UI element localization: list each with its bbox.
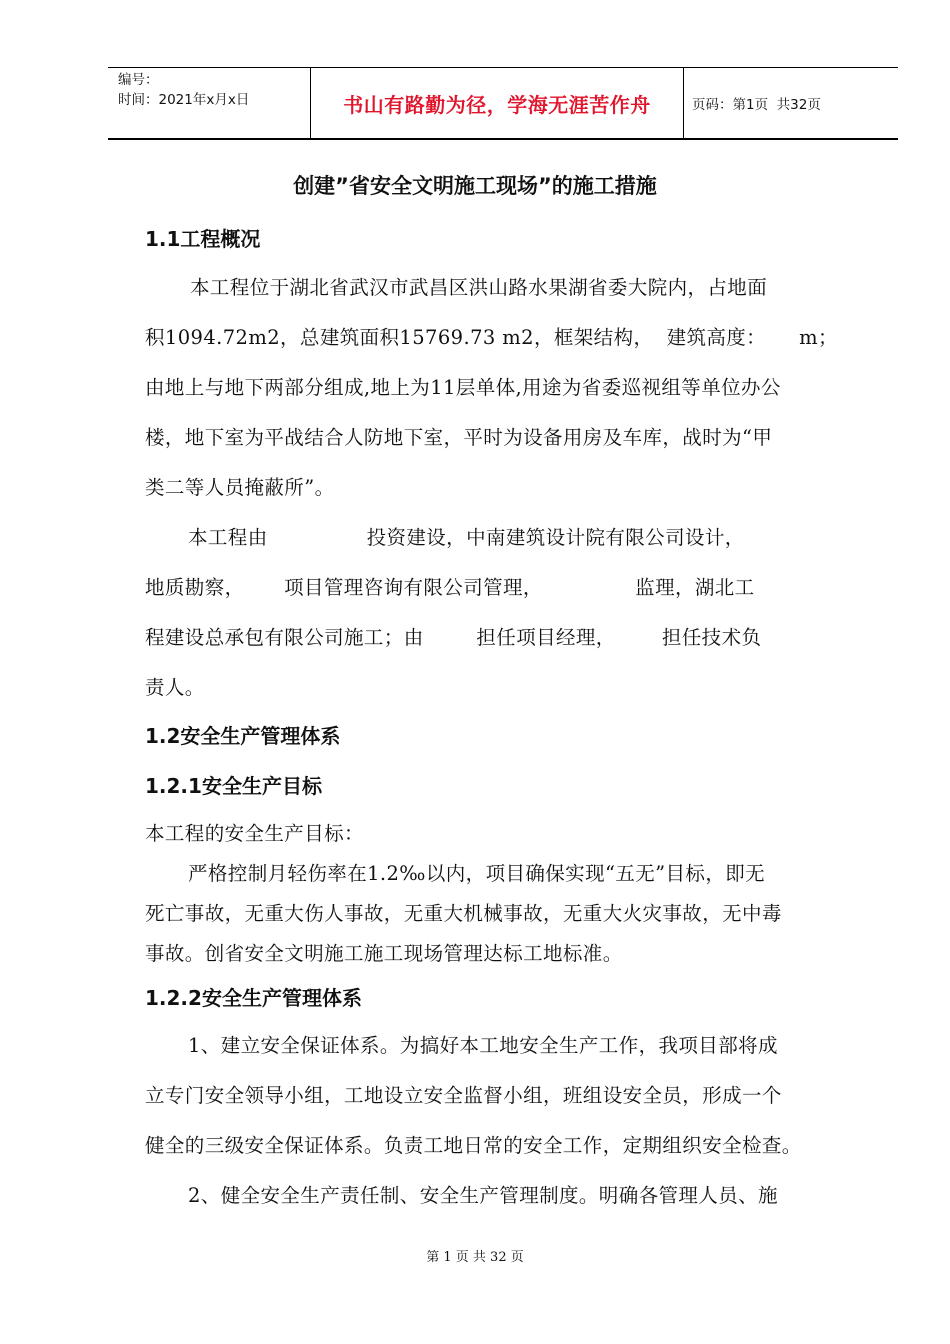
paragraph-line: 事故。创省安全文明施工施工现场管理达标工地标准。	[145, 942, 623, 965]
paragraph-line: 立专门安全领导小组，工地设立安全监督小组，班组设安全员，形成一个	[145, 1084, 782, 1107]
header-motto: 书山有路勤为径，学海无涯苦作舟	[343, 92, 651, 117]
paragraph-line: 本工程由 投资建设，中南建筑设计院有限公司设计，	[188, 526, 745, 549]
paragraph-line: 由地上与地下两部分组成,地上为11层单体,用途为省委巡视组等单位办公	[145, 376, 781, 399]
paragraph-line: 本工程位于湖北省武汉市武昌区洪山路水果湖省委大院内，占地面	[190, 276, 768, 299]
document-title: 创建”省安全文明施工现场”的施工措施	[293, 174, 657, 198]
paragraph-line: 健全的三级安全保证体系。负责工地日常的安全工作，定期组织安全检查。	[145, 1134, 802, 1157]
document-number-label: 编号：	[118, 72, 159, 88]
section-heading: 1.1工程概况	[145, 227, 261, 251]
subsection-heading: 1.2.1安全生产目标	[145, 774, 322, 798]
paragraph-line: 类二等人员掩蔽所”。	[145, 476, 335, 499]
page-footer: 第 1 页 共 32 页	[426, 1250, 524, 1265]
paragraph-line: 死亡事故，无重大伤人事故，无重大机械事故，无重大火灾事故，无中毒	[145, 902, 782, 925]
paragraph-line: 积1094.72m2，总建筑面积15769.73 m2，框架结构， 建筑高度： m；	[145, 326, 838, 349]
paragraph-line: 1、建立安全保证体系。为搞好本工地安全生产工作，我项目部将成	[188, 1034, 778, 1057]
subsection-heading: 1.2.2安全生产管理体系	[145, 986, 362, 1010]
paragraph-line: 地质勘察， 项目管理咨询有限公司管理， 监理，湖北工	[145, 576, 755, 599]
page-header	[108, 67, 898, 140]
paragraph-line: 严格控制月轻伤率在1.2‰以内，项目确保实现“五无”目标，即无	[188, 862, 766, 885]
section-heading: 1.2安全生产管理体系	[145, 724, 341, 748]
paragraph-line: 责人。	[145, 676, 205, 699]
paragraph-line: 2、健全安全生产责任制、安全生产管理制度。明确各管理人员、施	[188, 1184, 778, 1207]
paragraph-line: 本工程的安全生产目标：	[145, 822, 364, 845]
paragraph-line: 楼，地下室为平战结合人防地下室，平时为设备用房及车库，战时为“甲	[145, 426, 773, 449]
paragraph-line: 程建设总承包有限公司施工；由 担任项目经理， 担任技术负	[145, 626, 762, 649]
header-meta	[108, 68, 310, 138]
header-page-info: 页码：第1页 共32页	[692, 97, 821, 113]
document-date: 时间：2021年x月x日	[118, 92, 250, 108]
